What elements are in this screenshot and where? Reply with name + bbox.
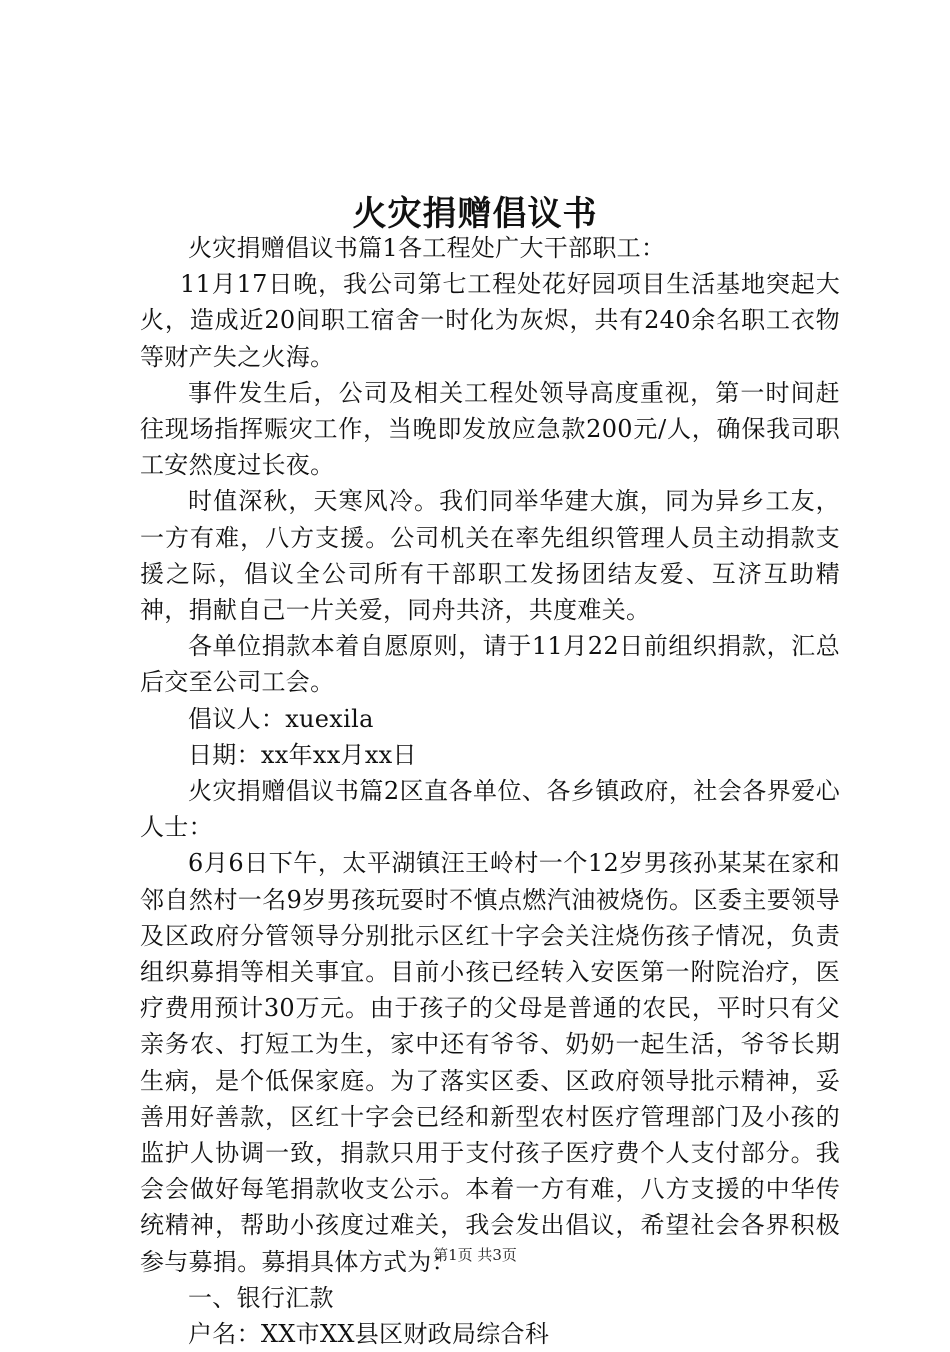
paragraph-intro-2: 火灾捐赠倡议书篇2区直各单位、各乡镇政府，社会各界爱心人士：: [140, 777, 840, 842]
paragraph-date: 日期：xx年xx月xx日: [188, 740, 417, 769]
paragraph-response: 事件发生后，公司及相关工程处领导高度重视，第一时间赶往现场指挥赈灾工作，当晚即发放应急款200元/人，确保我司职工安然度过长夜。: [140, 378, 840, 480]
paragraph-deadline: 各单位捐款本着自愿原则，请于11月22日前组织捐款，汇总后交至公司工会。: [140, 632, 840, 697]
paragraph-bank-transfer: 一、银行汇款: [188, 1283, 334, 1312]
paragraph-fire-event: 11月17日晚，我公司第七工程处花好园项目生活基地突起大火，造成近20间职工宿舍一时化为灰烬，共有240余名职工衣物等财产失之火海。: [140, 270, 840, 371]
paragraph-intro-1: 火灾捐赠倡议书篇1各工程处广大干部职工：: [188, 234, 666, 262]
page-footer: 第1页 共3页: [433, 1246, 517, 1264]
paragraph-initiator: 倡议人：xuexila: [188, 704, 374, 733]
document-title: 火灾捐赠倡议书: [352, 194, 598, 234]
paragraph-account-name: 户名：XX市XX县区财政局综合科: [188, 1320, 550, 1349]
paragraph-burn-case: 6月6日下午，太平湖镇汪王岭村一个12岁男孩孙某某在家和邻自然村一名9岁男孩玩耍时不慎点燃汽油被烧伤。区委主要领导及区政府分管领导分别批示区红十字会关注烧伤孩子情况，负责组织募捐等相关事宜。目前小孩已经转入安医第一附院治疗，医疗费用预计30万元。由于孩子的父母是普通的农民，平时只有父亲务农、打短工为生，家中还有爷爷、奶奶一起生活，爷爷长期生病，是个低保家庭。为了落实区委、区政府领导批示精神，妥善用好善款，区红十字会已经和新型农村医疗管理部门及小孩的监护人协调一致，捐款只用于支付孩子医疗费个人支付部分。我会会做好每笔捐款收支公示。本着一方有难，八方支援的中华传统精神，帮助小孩度过难关，我会发出倡议，希望社会各界积极参与募捐。募捐具体方式为：: [140, 849, 840, 1276]
document-body: [140, 230, 840, 1352]
paragraph-appeal: 时值深秋，天寒风冷。我们同举华建大旗，同为异乡工友，一方有难，八方支援。公司机关在率先组织管理人员主动捐款支援之际，倡议全公司所有干部职工发扬团结友爱、互济互助精神，捐献自己一片关爱，同舟共济，共度难关。: [140, 487, 840, 625]
